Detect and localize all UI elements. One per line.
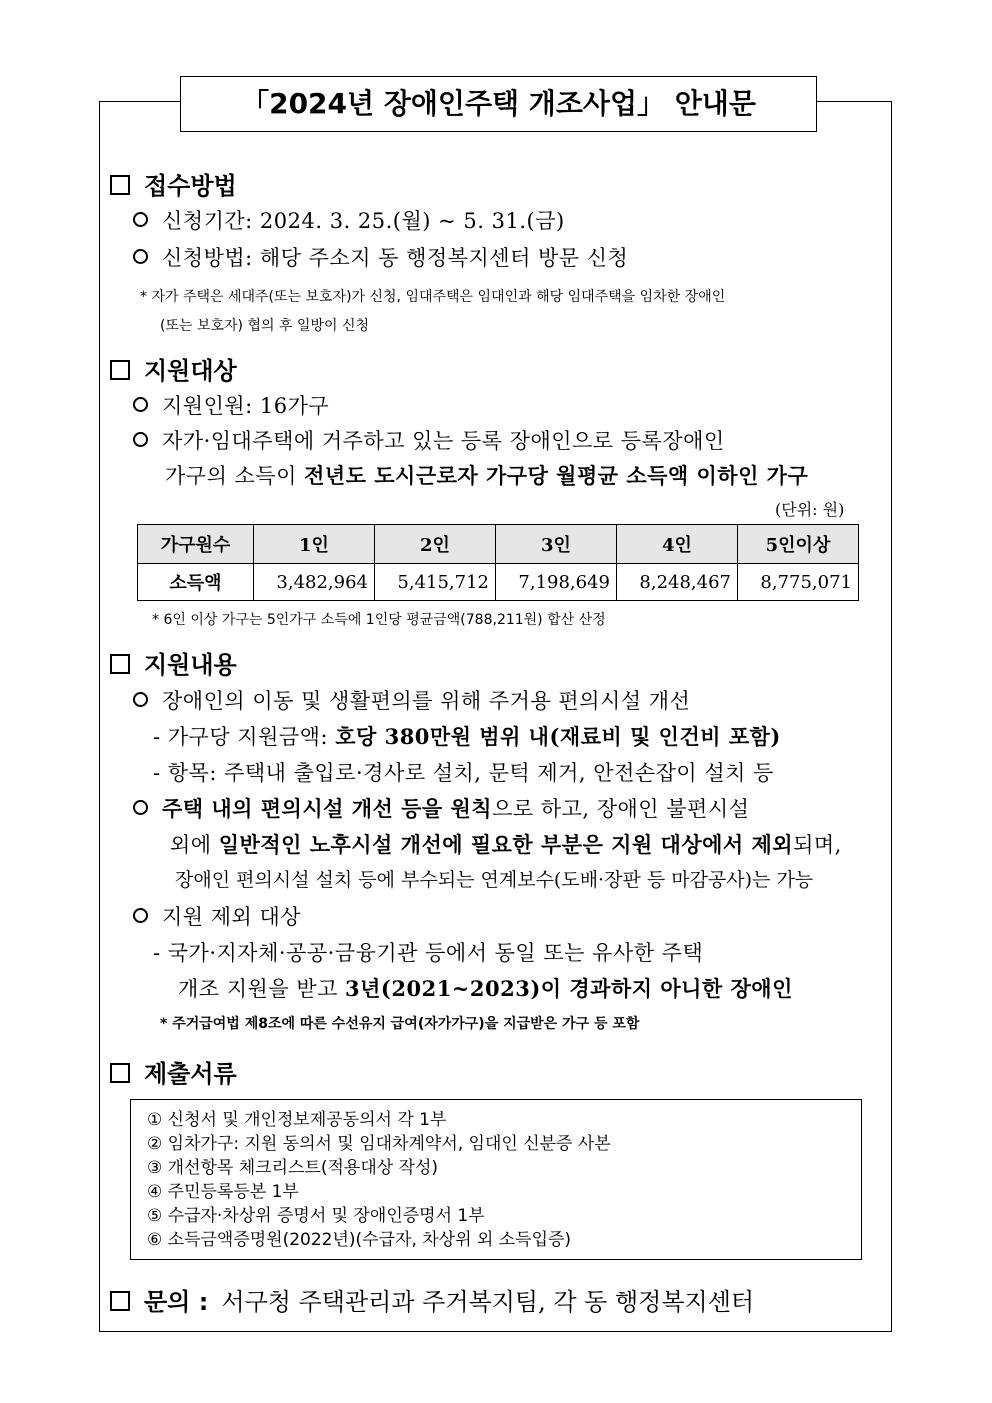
table-row-label: 소득액: [138, 564, 254, 601]
list-item: ⑥ 소득금액증명원(2022년)(수급자, 차상위 외 소득입증): [147, 1230, 572, 1250]
target-count: 지원인원: 16가구: [133, 390, 329, 420]
table-header-cell: 1인: [254, 525, 375, 564]
checkbox-square-icon: [110, 654, 130, 674]
table-header-cell: 3인: [496, 525, 617, 564]
content-amount: - 가구당 지원금액: 호당 380만원 범위 내(재료비 및 인건비 포함): [153, 724, 781, 749]
list-item: ③ 개선항목 체크리스트(적용대상 작성): [147, 1158, 439, 1178]
checkbox-square-icon: [110, 175, 130, 195]
circle-bullet-icon: [133, 908, 148, 923]
table-cell: 3,482,964: [254, 564, 375, 601]
circle-bullet-icon: [133, 800, 148, 815]
table-note: * 6인 이상 가구는 5인가구 소득에 1인당 평균금액(788,211원) 합산 산정: [152, 612, 606, 628]
section-documents-heading: 제출서류: [110, 1054, 237, 1089]
table-header-cell: 가구원수: [138, 525, 254, 564]
content-excluded-line1: - 국가·지자체·공공·금융기관 등에서 동일 또는 유사한 주택: [153, 941, 704, 965]
content-except: 외에 일반적인 노후시설 개선에 필요한 부분은 지원 대상에서 제외되며,: [170, 832, 842, 857]
checkbox-square-icon: [110, 360, 130, 380]
table-cell: 5,415,712: [375, 564, 496, 601]
circle-bullet-icon: [133, 397, 148, 412]
content-possible: 장애인 편의시설 설치 등에 부수되는 연계보수(도배·장판 등 마감공사)는 가능: [175, 869, 814, 891]
content-excluded-line2: 개조 지원을 받고 3년(2021~2023)이 경과하지 아니한 장애인: [178, 976, 793, 1001]
checkbox-square-icon: [110, 1063, 130, 1083]
table-header-cell: 4인: [617, 525, 738, 564]
section-receipt-heading: 접수방법: [110, 166, 237, 201]
content-excluded-heading: 지원 제외 대상: [133, 901, 301, 931]
table-row: [138, 564, 859, 601]
income-table: [137, 524, 859, 601]
receipt-note-line2: (또는 보호자) 협의 후 일방이 신청: [160, 318, 369, 334]
list-item: ① 신청서 및 개인정보제공동의서 각 1부: [147, 1110, 447, 1130]
receipt-period: 신청기간: 2024. 3. 25.(월) ~ 5. 31.(금): [133, 205, 565, 235]
circle-bullet-icon: [133, 212, 148, 227]
content-items-line: - 항목: 주택내 출입로·경사로 설치, 문턱 제거, 안전손잡이 설치 등: [153, 761, 774, 785]
list-item: ⑤ 수급자·차상위 증명서 및 장애인증명서 1부: [147, 1206, 485, 1226]
inquiry-line: [110, 1282, 754, 1317]
section-content-heading: 지원내용: [110, 645, 237, 680]
content-principle: 주택 내의 편의시설 개선 등을 원칙으로 하고, 장애인 불편시설: [133, 793, 749, 823]
table-header-cell: 5인이상: [738, 525, 859, 564]
documents-box: [130, 1099, 862, 1260]
target-desc-line2: 가구의 소득이 전년도 도시근로자 가구당 월평균 소득액 이하인 가구: [165, 463, 809, 488]
list-item: ② 임차가구: 지원 동의서 및 임대차계약서, 임대인 신분증 사본: [147, 1134, 611, 1154]
table-header-cell: 2인: [375, 525, 496, 564]
circle-bullet-icon: [133, 692, 148, 707]
section-inquiry-heading: 문의 :: [110, 1288, 208, 1316]
income-table-header: [138, 525, 859, 564]
section-target-heading: 지원대상: [110, 351, 237, 386]
content-item1: 장애인의 이동 및 생활편의를 위해 주거용 편의시설 개선: [133, 685, 690, 715]
receipt-note-line1: * 자가 주택은 세대주(또는 보호자)가 신청, 임대주택은 임대인과 해당 임대주택을 임차한 장애인: [140, 289, 726, 305]
target-desc-line1: 자가·임대주택에 거주하고 있는 등록 장애인으로 등록장애인: [133, 425, 725, 455]
page-title: 「2024년 장애인주택 개조사업」 안내문: [180, 76, 817, 132]
table-cell: 7,198,649: [496, 564, 617, 601]
inquiry-text: 서구청 주택관리과 주거복지팀, 각 동 행정복지센터: [221, 1288, 755, 1316]
receipt-method: 신청방법: 해당 주소지 동 행정복지센터 방문 신청: [133, 242, 628, 272]
list-item: ④ 주민등록등본 1부: [147, 1182, 299, 1202]
circle-bullet-icon: [133, 432, 148, 447]
unit-label: (단위: 원): [775, 500, 845, 519]
circle-bullet-icon: [133, 249, 148, 264]
table-cell: 8,248,467: [617, 564, 738, 601]
table-cell: 8,775,071: [738, 564, 859, 601]
checkbox-square-icon: [110, 1291, 130, 1311]
content-excluded-note: * 주거급여법 제8조에 따른 수선유지 급여(자가가구)을 지급받은 가구 등 포함: [160, 1016, 640, 1032]
